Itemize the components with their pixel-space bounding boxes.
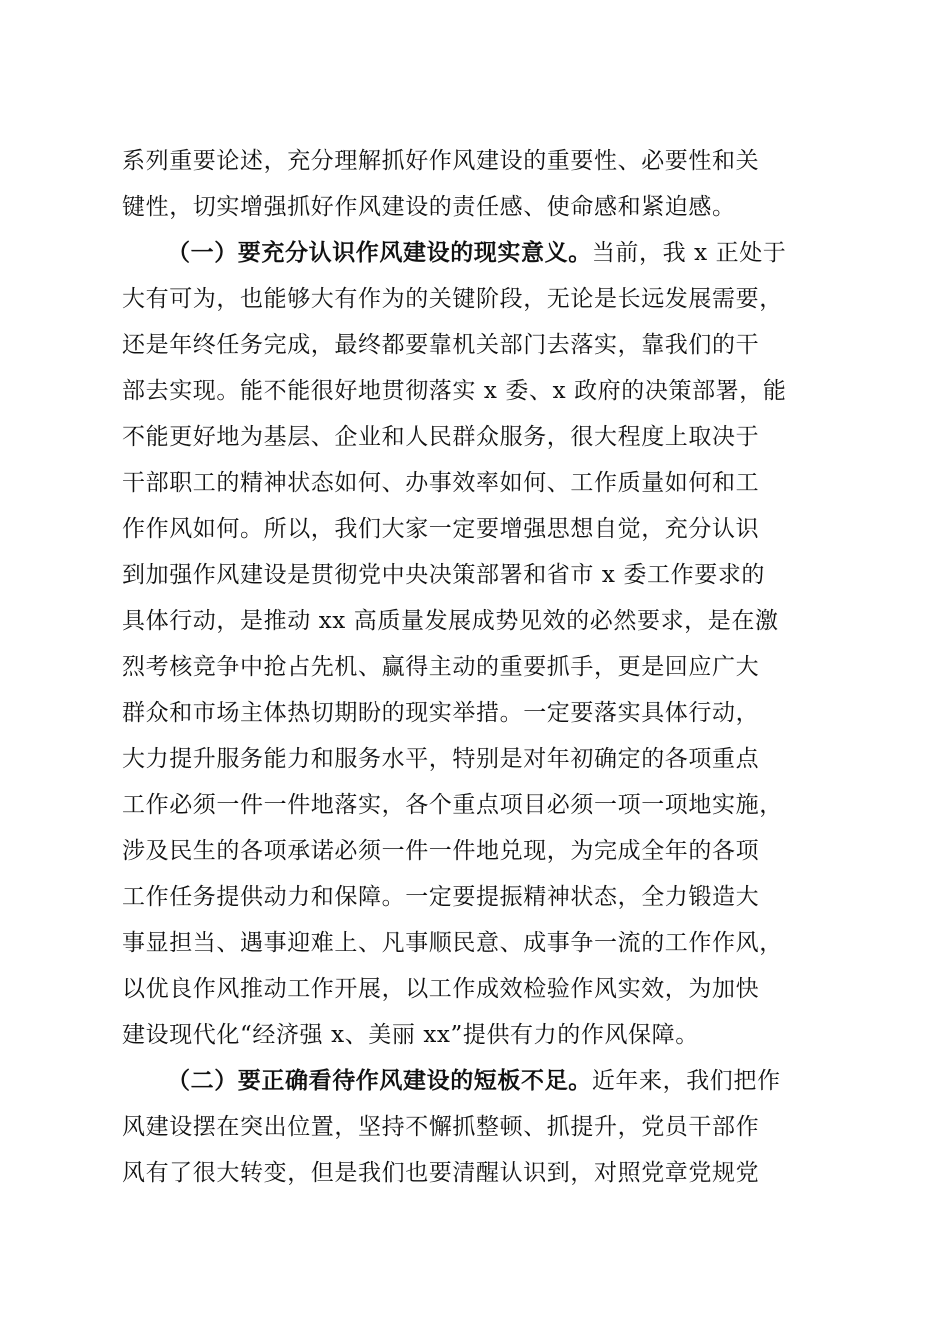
body-text-line: 以优良作风推动工作开展，以工作成效检验作风实效，为加快	[122, 976, 760, 1002]
body-text-line: 还是年终任务完成，最终都要靠机关部门去落实，靠我们的干	[122, 332, 760, 358]
section-heading-line	[167, 238, 834, 268]
body-text-line: 群众和市场主体热切期盼的现实举措。一定要落实具体行动，	[122, 700, 760, 726]
body-text-line: 大有可为，也能够大有作为的关键阶段，无论是长远发展需要，	[122, 286, 783, 312]
body-text-line: 烈考核竞争中抢占先机、赢得主动的重要抓手，更是回应广大	[122, 654, 760, 680]
body-text-line: 大力提升服务能力和服务水平，特别是对年初确定的各项重点	[122, 746, 760, 772]
body-text-line: 干部职工的精神状态如何、办事效率如何、工作质量如何和工	[122, 470, 760, 496]
body-text-line: 不能更好地为基层、企业和人民群众服务，很大程度上取决于	[122, 424, 760, 450]
body-text-line: 具体行动，是推动 xx 高质量发展成势见效的必然要求，是在激	[122, 608, 779, 634]
body-text-line: 到加强作风建设是贯彻党中央决策部署和省市 x 委工作要求的	[122, 562, 765, 588]
body-text-line: 系列重要论述，充分理解抓好作风建设的重要性、必要性和关	[122, 148, 760, 174]
body-text-line: 涉及民生的各项承诺必须一件一件地兑现，为完成全年的各项	[122, 838, 760, 864]
body-text-line: 部去实现。能不能很好地贯彻落实 x 委、x 政府的决策部署，能	[122, 378, 787, 404]
body-text-line: 风建设摆在突出位置，坚持不懈抓整顿、抓提升，党员干部作	[122, 1114, 760, 1140]
body-text-line: 作作风如何。所以，我们大家一定要增强思想自觉，充分认识	[122, 516, 760, 542]
body-text-line: 工作任务提供动力和保障。一定要提振精神状态，全力锻造大	[122, 884, 760, 910]
body-text-line: 事显担当、遇事迎难上、凡事顺民意、成事争一流的工作作风，	[122, 930, 783, 956]
body-text-line: 键性，切实增强抓好作风建设的责任感、使命感和紧迫感。	[122, 194, 736, 220]
section-heading-2: （二）要正确看待作风建设的短板不足。	[167, 1067, 592, 1094]
body-text-fragment: 当前，我 x 正处于	[591, 240, 787, 266]
body-text-fragment: 近年来，我们把作	[591, 1068, 781, 1094]
body-text-line: 风有了很大转变，但是我们也要清醒认识到，对照党章党规党	[122, 1160, 760, 1186]
section-heading-line	[167, 1066, 834, 1096]
body-text-line: 工作必须一件一件地落实，各个重点项目必须一项一项地实施，	[122, 792, 783, 818]
body-text-line: 建设现代化“经济强 x、美丽 xx”提供有力的作风保障。	[122, 1022, 699, 1048]
section-heading-1: （一）要充分认识作风建设的现实意义。	[167, 239, 592, 266]
